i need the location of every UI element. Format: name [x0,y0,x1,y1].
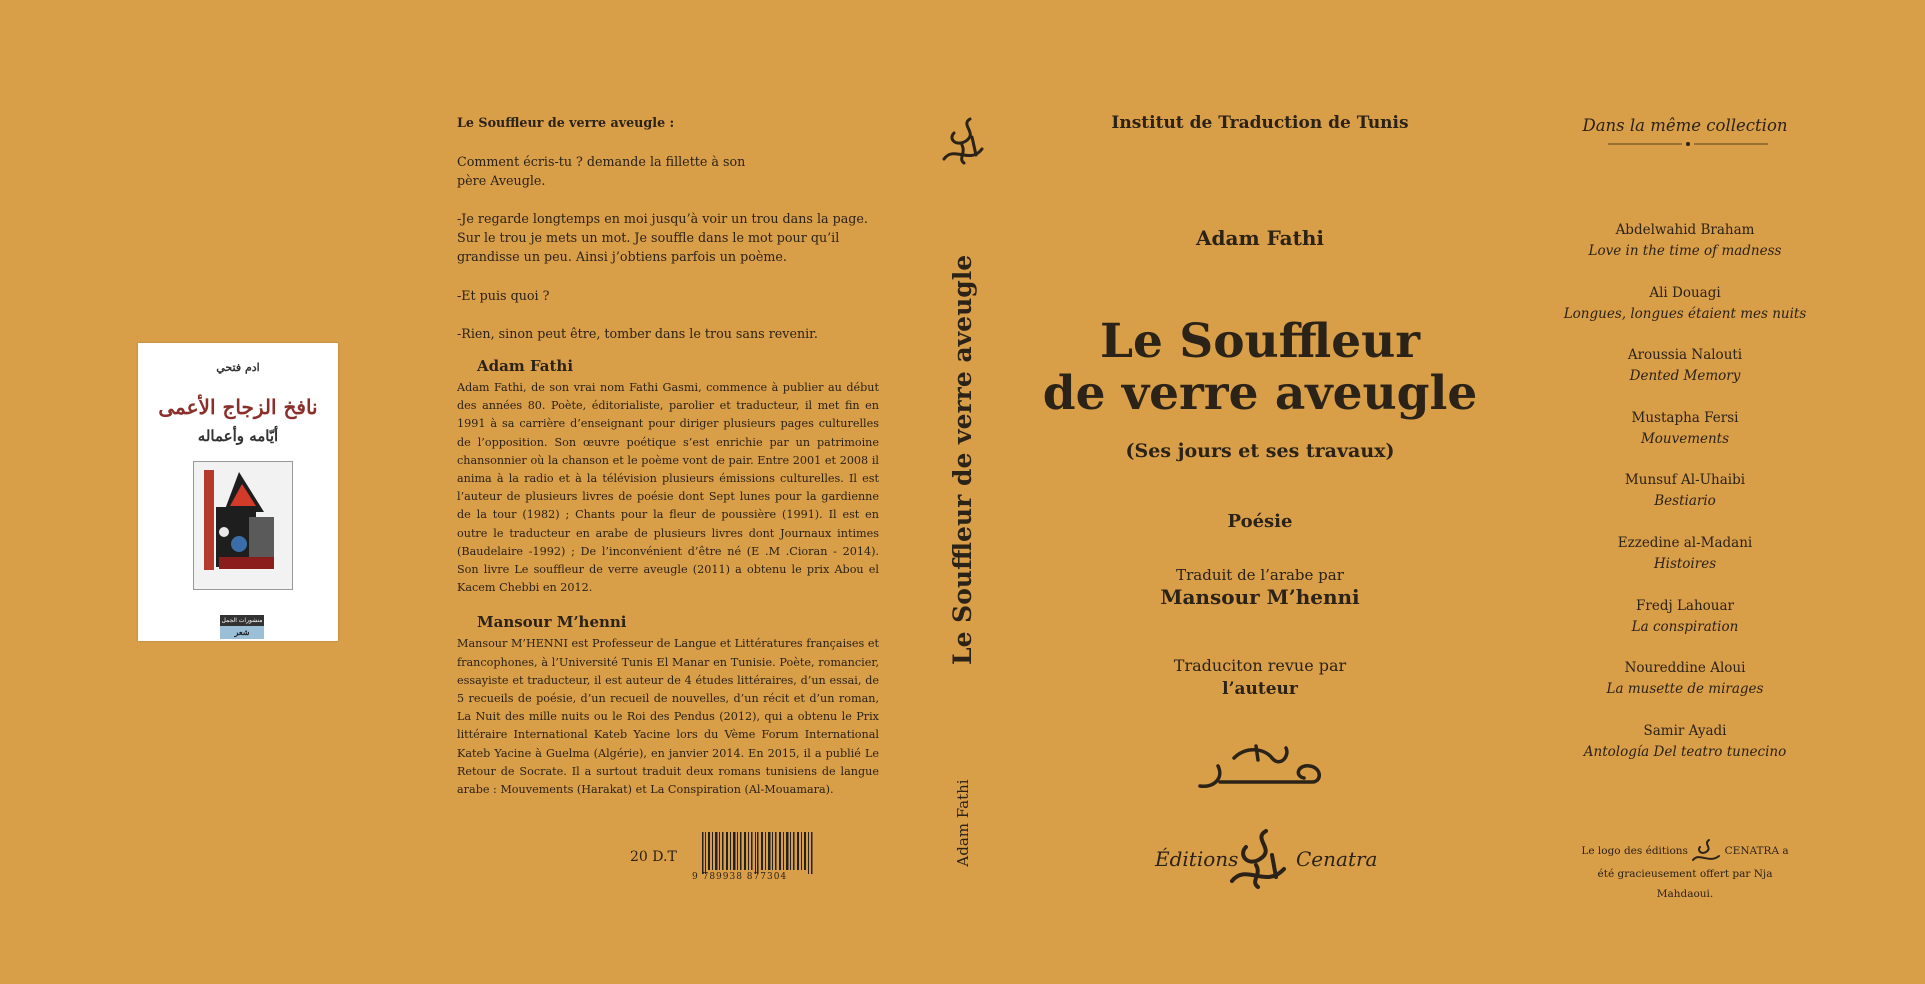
list-item [1560,220,1810,283]
list-item [1560,345,1810,408]
book-title [1040,316,1480,420]
collection-book: La musette de mirages [1606,681,1764,698]
revised-by-label: Traduciton revue par [1173,656,1347,675]
book-genre: Poésie [1227,511,1293,532]
original-cover-author: ادم فتحي [216,361,260,374]
price: 20 D.T [630,849,677,865]
collection-book: Mouvements [1640,430,1730,447]
collection-author: Noureddine Aloui [1624,660,1746,677]
book-title-line-2: de verre aveugle [1042,366,1478,421]
author-bio-heading: Adam Fathi [477,357,574,375]
collection-book: Histoires [1653,555,1717,572]
collection-book: Dented Memory [1629,368,1741,385]
cover-author: Adam Fathi [1195,226,1325,250]
original-cover-subtitle: أيّامه وأعماله [197,427,279,445]
collection-list [1560,220,1810,783]
blurb-paragraph-1: Comment écris-tu ? demande la fillette à son père Aveugle. [457,153,746,188]
collection-book: La conspiration [1631,618,1739,635]
collection-author: Munsuf Al-Uhaibi [1624,472,1746,489]
logo-note-after: CENATRA a été gracieusement offert par Nja Mahdaoui. [1597,845,1789,900]
collection-author: Ali Douagi [1649,284,1721,301]
blurb-paragraph-4: -Rien, sinon peut être, tomber dans le trou sans revenir. [457,326,818,341]
blurb-paragraph-2: -Je regarde longtemps en moi jusqu’à voir un trou dans la page. Sur le trou je mets un mot. Je souffle dans le mot pour qu’il grandisse un peu. Ainsi j’obtiens parfois un poème. [457,211,868,264]
publisher-name-right: Cenatra [1296,847,1378,871]
blurb-title: Le Souffleur de verre aveugle : [457,115,675,130]
publisher-name-left: Éditions [1155,847,1239,871]
publisher-logo-icon [940,115,986,167]
author-bio: Adam Fathi, de son vrai nom Fathi Gasmi, commence à publier au début des années 80. Poète, éditorialiste, parolier et traducteur, il met fin en 1991 à sa carrière d’enseignant pour diriger plusieurs pages culturelles de l’opposition. Son œuvre poétique s’est enrichie par un patrimoine chansonnier où la chanson et le poème vont de pair. Entre 2001 et 2008 il anima à la radio et à la télévision plusieurs émissions culturelles. Il est l’auteur de plusieurs livres de poésie dont Sept lunes pour la gardienne de la tour (1982) ; Chants pour la fleur de poussière (1991). Il est en outre le traducteur en arabe de plusieurs livres dont Journaux intimes (Baudelaire -1992) ; De l’inconvénient d’être né (E .M .Cioran - 2014). Son livre Le souffleur de verre aveugle (2011) a obtenu le prix Abou el Kacem Chebbi en 2012. [457,381,879,595]
spine-author: Adam Fathi [954,779,972,867]
collection-author: Mustapha Fersi [1631,409,1739,426]
book-subtitle: (Ses jours et ses travaux) [1125,440,1395,462]
logo-credit-note [1575,838,1795,904]
institute-name: Institut de Traduction de Tunis [1111,113,1409,133]
collection-author: Samir Ayadi [1643,722,1727,739]
collection-book: Love in the time of madness [1588,243,1782,259]
list-item [1560,533,1810,596]
collection-author: Ezzedine al-Madani [1617,534,1753,551]
collection-book: Antología Del teatro tunecino [1583,743,1787,760]
divider-ornament [1608,142,1768,146]
publisher-badge [220,615,264,639]
original-cover-thumbnail [138,343,338,641]
cover-artwork [193,461,293,590]
list-item [1560,658,1810,721]
list-item [1560,408,1810,471]
collection-author: Fredj Lahouar [1636,597,1734,614]
cenatra-mini-logo-icon [1691,838,1721,864]
translator-bio: Mansour M’HENNI est Professeur de Langue et Littératures françaises et francophones, à l’Université Tunis El Manar en Tunisie. Poète, romancier, essayiste et traducteur, il est auteur de 4 études littéraires, d’un essai, de 5 recueils de poésie, d’un recueil de nouvelles, d’un récit et d’un roman, La Nuit des mille nuits ou le Roi des Pendus (2012), qui a obtenu le Prix littéraire International Kateb Yacine lors du Vème Forum International Kateb Yacine à Guelma (Algérie), en janvier 2014. En 2015, il a publié Le Retour de Socrate. Il a surtout traduit deux romans tunisiens de langue arabe : Mouvements (Harakat) et La Conspiration (Al-Mouamara). [457,637,879,797]
collection-book: Bestiario [1654,493,1716,510]
original-cover-title: نافخ الزجاج الأعمى [158,395,318,419]
collection-book: Longues, longues étaient mes nuits [1563,305,1807,322]
back-cover-text [457,113,879,815]
translator-name: Mansour M’henni [1160,585,1360,609]
collection-author: Aroussia Nalouti [1627,347,1743,364]
category-badge-label: شعر [220,626,264,639]
blurb-paragraph-3: -Et puis quoi ? [457,287,550,303]
spine-title: Le Souffleur de verre aveugle [948,254,977,665]
isbn-digits: 9 789938 877304 [692,872,788,882]
translator-bio-heading: Mansour M’henni [477,613,627,632]
collection-author: Abdelwahid Braham [1615,222,1755,238]
list-item [1560,283,1810,346]
book-title-line-1: Le Souffleur [1099,314,1421,369]
calligraphy-logo-icon [1194,738,1324,794]
translated-by-label: Traduit de l’arabe par [1176,566,1344,584]
list-item [1560,721,1810,784]
list-item [1560,470,1810,533]
logo-note-before: Le logo des éditions [1581,845,1688,857]
list-item [1560,596,1810,659]
reviser-name: l’auteur [1222,679,1298,699]
publisher-badge-label: منشورات الجمل [221,617,263,624]
collection-heading: Dans la même collection [1582,116,1788,135]
cenatra-logo-icon [1226,825,1290,891]
